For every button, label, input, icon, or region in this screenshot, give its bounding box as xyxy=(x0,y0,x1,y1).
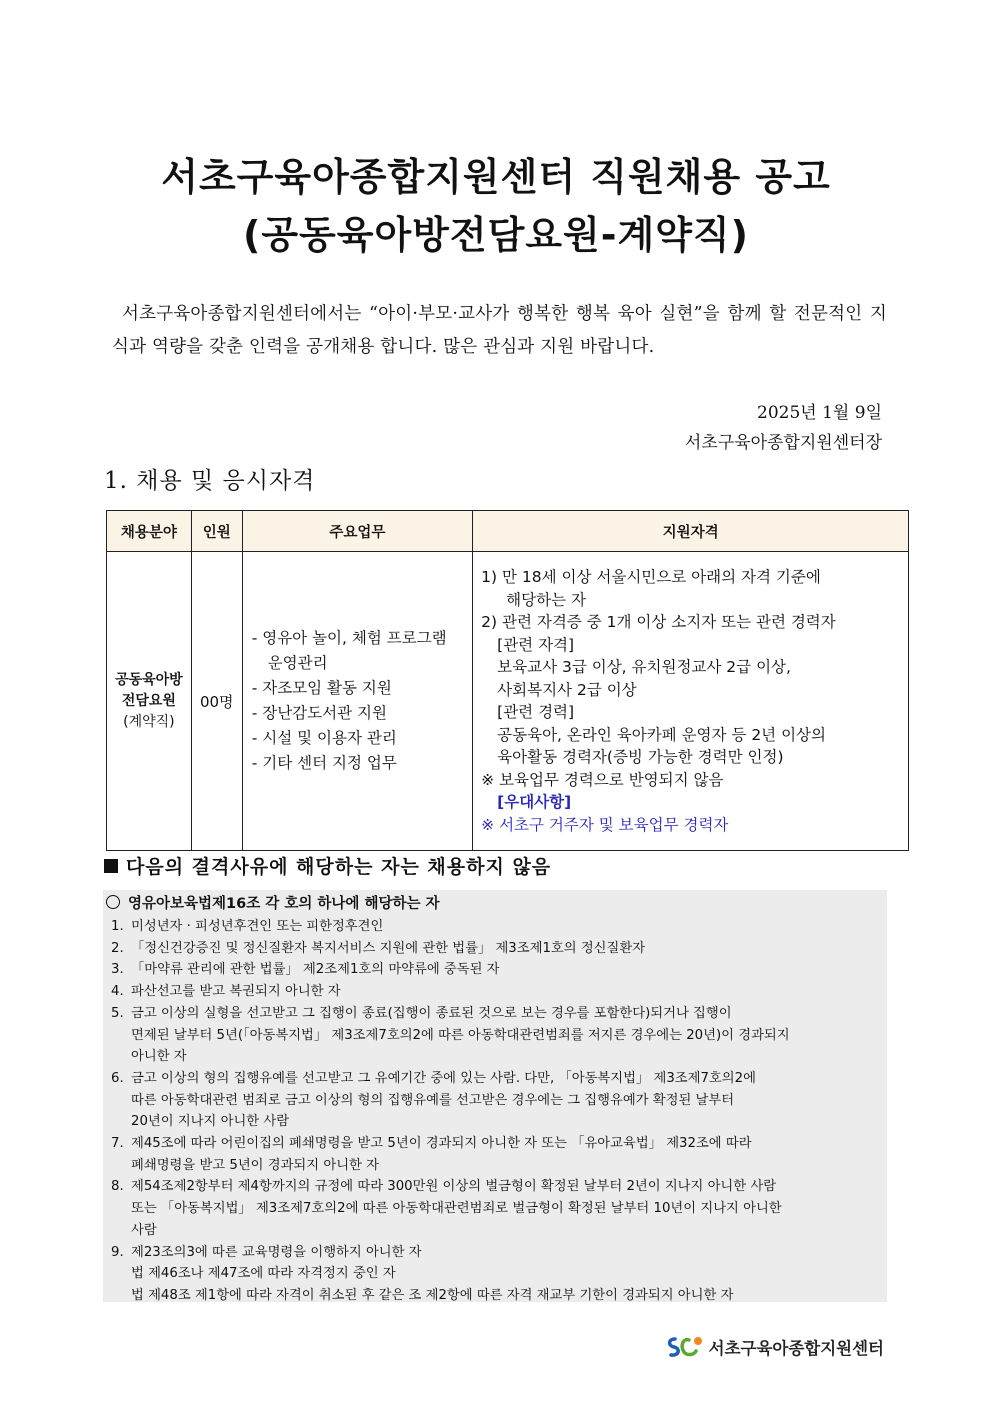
disqualification-box xyxy=(103,890,887,1302)
table-row xyxy=(107,552,909,851)
disqualification-item xyxy=(103,1068,887,1090)
duty-item: - 시설 및 이용자 관리 xyxy=(251,729,397,747)
disqualification-item-continued xyxy=(103,1111,887,1133)
disqualification-item-continued xyxy=(103,1025,887,1047)
footer-org-name: 서초구육아종합지원센터 xyxy=(708,1339,884,1358)
item-number: 6. xyxy=(111,1070,124,1086)
header-duties: 주요업무 xyxy=(242,511,472,552)
section-2-text: 다음의 결격사유에 해당하는 자는 채용하지 않음 xyxy=(126,856,552,878)
disqualification-item-continued xyxy=(103,1198,887,1220)
document-title xyxy=(0,148,992,264)
item-number: 5. xyxy=(111,1005,124,1021)
item-text: 미성년자 · 피성년후견인 또는 피한정후견인 xyxy=(131,919,384,934)
duties-cell xyxy=(242,552,472,851)
disqualification-list xyxy=(103,916,887,1263)
section-1-title: 1. 채용 및 응시자격 xyxy=(104,468,316,494)
disqualification-item xyxy=(103,1003,887,1025)
disqualification-item xyxy=(103,1176,887,1198)
preference-title: [우대사항] xyxy=(497,793,572,811)
title-line-2: (공동육아방전담요원-계약직) xyxy=(242,213,749,257)
duty-item: - 장난감도서관 지원 xyxy=(251,704,387,722)
table-header-row xyxy=(107,511,909,552)
exp-note: ※ 보육업무 경력으로 반영되지 않음 xyxy=(481,770,724,789)
item-text: 「정신건강증진 및 정신질환자 복지서비스 지원에 관한 법률」 제3조제1호의 정신질환자 xyxy=(131,940,646,956)
field-line-3: (계약직) xyxy=(123,713,175,730)
header-field: 채용분야 xyxy=(107,511,192,552)
extra-item-2: 법 제48조 제1항에 따라 자격이 취소된 후 같은 조 제2항에 따른 자격 재교부 기한이 경과되지 아니한 자 xyxy=(131,1287,734,1303)
circle-bullet-icon xyxy=(106,895,120,909)
disqualification-item-continued xyxy=(103,1046,887,1068)
disqualification-item-continued xyxy=(103,1090,887,1112)
item-number: 8. xyxy=(111,1179,124,1195)
item-text: 또는 「아동복지법」 제3조제7호의2에 따른 아동학대관련범죄로 벌금형이 확정된 날부터 10년이 지나지 아니한 xyxy=(131,1201,782,1217)
item-text: 「마약류 관리에 관한 법률」 제2조제1호의 마약류에 중독된 자 xyxy=(131,962,500,978)
disqualification-item xyxy=(103,1242,887,1264)
item-text: 면제된 날부터 5년(「아동복지법」 제3조제7호의2에 따른 아동학대관련범죄를 저지른 경우에는 20년)이 경과되지 xyxy=(131,1027,790,1043)
item-number: 3. xyxy=(111,962,124,978)
date-block xyxy=(685,398,882,458)
disqualification-item xyxy=(103,959,887,981)
exp-1: 공동육아, 온라인 육아카페 운영자 등 2년 이상의 xyxy=(497,725,826,744)
qual-1a: 1) 만 18세 이상 서울시민으로 아래의 자격 기준에 xyxy=(481,568,821,586)
item-number: 7. xyxy=(111,1136,124,1152)
item-text: 제23조의3에 따른 교육명령을 이행하지 아니한 자 xyxy=(131,1244,422,1260)
item-text: 금고 이상의 형의 집행유예를 선고받고 그 유예기간 중에 있는 사람. 다만, 「아동복지법」 제3조제7호의2에 xyxy=(131,1070,756,1086)
header-count: 인원 xyxy=(191,511,242,552)
qual-2: 2) 관련 자격증 중 1개 이상 소지자 또는 관련 경력자 xyxy=(481,613,836,631)
duty-item: - 자조모임 활동 지원 xyxy=(251,679,392,697)
qualifications-cell xyxy=(473,552,909,851)
announcement-date: 2025년 1월 9일 xyxy=(757,403,882,423)
count-cell: 00명 xyxy=(191,552,242,851)
extra-item-1: 법 제46조나 제47조에 따라 자격정지 중인 자 xyxy=(131,1266,396,1282)
duty-item: - 기타 센터 지정 업무 xyxy=(251,754,397,772)
field-cell xyxy=(107,552,192,851)
item-number: 2. xyxy=(111,940,124,956)
box-title-text: 영유아보육법제16조 각 호의 하나에 해당하는 자 xyxy=(128,896,440,912)
item-text: 폐쇄명령을 받고 5년이 경과되지 아니한 자 xyxy=(131,1157,379,1173)
item-number: 4. xyxy=(111,984,124,1000)
field-line-2: 전담요원 xyxy=(121,692,176,709)
item-text: 제45조에 따라 어린이집의 폐쇄명령을 받고 5년이 경과되지 아니한 자 또는 「유아교육법」 제32조에 따라 xyxy=(131,1136,752,1152)
box-title xyxy=(103,892,887,916)
item-text: 아니한 자 xyxy=(131,1049,187,1065)
footer xyxy=(665,1334,884,1360)
item-text: 20년이 지나지 아니한 사람 xyxy=(131,1114,290,1130)
header-qualifications: 지원자격 xyxy=(473,511,909,552)
disqualification-item-continued xyxy=(103,1155,887,1177)
disqualification-item xyxy=(103,1133,887,1155)
disqualification-item xyxy=(103,916,887,938)
recruitment-table xyxy=(106,510,909,851)
disqualification-item xyxy=(103,981,887,1003)
square-bullet-icon xyxy=(104,859,118,873)
exp-title: [관련 경력] xyxy=(497,703,575,721)
cert-title: [관련 자격] xyxy=(497,635,575,654)
disqualification-item xyxy=(103,938,887,960)
item-text: 금고 이상의 실형을 선고받고 그 집행이 종료(집행이 종료된 것으로 보는 경우를 포함한다)되거나 집행이 xyxy=(131,1005,732,1021)
qual-1b: 해당하는 자 xyxy=(506,590,586,609)
duty-item: - 영유아 놀이, 체험 프로그램 운영관리 xyxy=(251,629,447,672)
item-text: 제54조제2항부터 제4항까지의 규정에 따라 300만원 이상의 벌금형이 확정된 날부터 2년이 지나지 아니한 사람 xyxy=(131,1179,777,1195)
disqualification-item-continued xyxy=(103,1220,887,1242)
cert-1: 보육교사 3급 이상, 유치원정교사 2급 이상, xyxy=(497,658,791,676)
item-text: 따른 아동학대관련 범죄로 금고 이상의 형의 집행유예를 선고받은 경우에는 그 집행유예가 확정된 날부터 xyxy=(131,1092,735,1108)
exp-2: 육아활동 경력자(증빙 가능한 경력만 인정) xyxy=(497,748,784,766)
intro-paragraph: 서초구육아종합지원센터에서는 “아이·부모·교사가 행복한 행복 육아 실현”을 함께 할 전문적인 지식과 역량을 갖춘 인력을 공개채용 합니다. 많은 관심과 지원 바랍니다. xyxy=(112,304,887,357)
section-2-title xyxy=(104,852,551,879)
item-number: 9. xyxy=(111,1244,124,1260)
item-text: 사람 xyxy=(131,1222,157,1238)
seocho-logo-icon xyxy=(665,1334,705,1360)
title-line-1: 서초구육아종합지원센터 직원채용 공고 xyxy=(161,155,831,199)
cert-2: 사회복지사 2급 이상 xyxy=(497,680,637,699)
preference-text: ※ 서초구 거주자 및 보육업무 경력자 xyxy=(481,815,729,834)
item-number: 1. xyxy=(111,919,124,934)
field-line-1: 공동육아방 xyxy=(115,671,183,688)
item-text: 파산선고를 받고 복권되지 아니한 자 xyxy=(131,984,341,1000)
issuer: 서초구육아종합지원센터장 xyxy=(684,433,882,453)
